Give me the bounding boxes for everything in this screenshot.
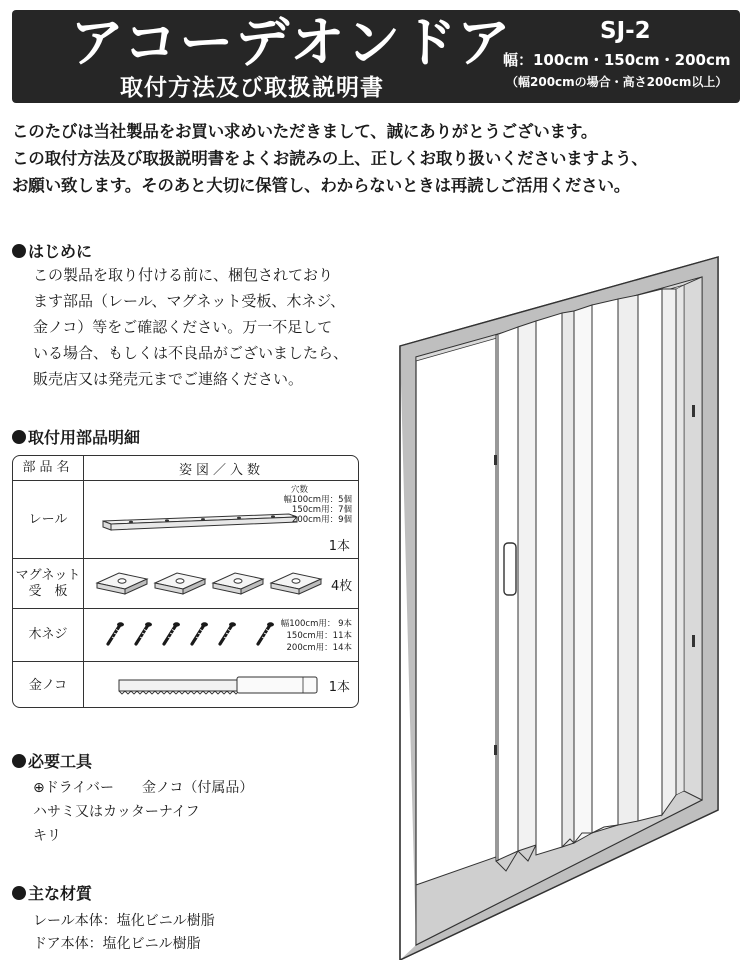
bullet-icon bbox=[12, 886, 26, 900]
table-row bbox=[13, 558, 358, 608]
saw-qty: 1本 bbox=[328, 680, 350, 695]
bullet-icon bbox=[12, 754, 26, 768]
bullet-icon bbox=[12, 244, 26, 258]
list-item: ドア本体：塩化ビニル樹脂 bbox=[33, 936, 201, 952]
table-row bbox=[13, 480, 358, 558]
list-item: レール本体：塩化ビニル樹脂 bbox=[33, 913, 215, 929]
parts-table bbox=[12, 455, 359, 708]
size-list: 幅：100cm・150cm・200cm bbox=[503, 51, 731, 69]
title-banner bbox=[12, 10, 740, 103]
list-item: ハサミ又はカッターナイフ bbox=[33, 804, 200, 820]
section-heading-materials: 主な材質 bbox=[12, 884, 92, 904]
holes-count: 200cm用：9個 bbox=[291, 515, 352, 525]
materials-list bbox=[33, 910, 215, 956]
bullet-icon bbox=[12, 430, 26, 444]
model-number: SJ-2 bbox=[600, 18, 651, 44]
section-heading-parts: 取付用部品明細 bbox=[12, 428, 140, 448]
product-title: アコーデオンドア bbox=[70, 11, 513, 74]
intro-text bbox=[12, 118, 748, 199]
holes-count: 幅100cm用：5個 bbox=[283, 495, 352, 505]
door-handle-icon bbox=[504, 543, 516, 595]
table-row bbox=[13, 661, 358, 708]
tools-list bbox=[33, 776, 253, 848]
screw-drawing bbox=[105, 621, 275, 647]
saw-drawing bbox=[117, 674, 321, 698]
screw-count: 150cm用：11本 bbox=[286, 631, 352, 641]
list-item: キリ bbox=[33, 828, 61, 844]
screw-count: 200cm用：14本 bbox=[286, 643, 352, 653]
holes-title: 穴数 bbox=[291, 485, 309, 495]
part-name-rail: レール bbox=[13, 481, 84, 558]
rail-drawing bbox=[101, 510, 299, 532]
part-name-screw: 木ネジ bbox=[13, 609, 84, 661]
intro-line: このたびは当社製品をお買い求めいただきまして、誠にありがとうございます。 bbox=[12, 122, 598, 141]
text-line: いる場合、もしくは不良品がございましたら、 bbox=[33, 344, 349, 362]
text-line: 販売店又は発売元までご連絡ください。 bbox=[33, 370, 304, 388]
list-item: ⊕ドライバー 金ノコ（付属品） bbox=[33, 780, 254, 796]
screw-count: 幅100cm用： 9本 bbox=[280, 619, 352, 629]
section-heading-hajimeni: はじめに bbox=[12, 242, 92, 262]
part-name-magnet: マグネット 受 板 bbox=[13, 559, 84, 608]
magnet-plate-drawing bbox=[95, 567, 327, 601]
part-name-saw: 金ノコ bbox=[13, 662, 84, 708]
text-line: ます部品（レール、マグネット受板、木ネジ、 bbox=[33, 292, 346, 310]
text-line: この製品を取り付ける前に、梱包されており bbox=[33, 266, 334, 284]
intro-line: この取付方法及び取扱説明書をよくお読みの上、正しくお取り扱いくださいますよう、 bbox=[12, 149, 648, 168]
section-heading-tools: 必要工具 bbox=[12, 752, 92, 772]
table-row bbox=[13, 608, 358, 661]
table-header-row bbox=[13, 456, 358, 480]
magnet-qty: 4枚 bbox=[331, 579, 353, 594]
hajimeni-text bbox=[33, 262, 348, 392]
size-note: （幅200cmの場合・高さ200cm以上） bbox=[506, 75, 728, 89]
holes-count: 150cm用：7個 bbox=[291, 505, 352, 515]
accordion-door-illustration bbox=[386, 255, 726, 960]
col-header-name: 部品名 bbox=[13, 456, 84, 480]
manual-subtitle: 取付方法及び取扱説明書 bbox=[120, 75, 384, 101]
rail-qty: 1本 bbox=[328, 539, 350, 554]
col-header-content: 姿図／入数 bbox=[178, 462, 264, 478]
intro-line: お願い致します。そのあと大切に保管し、わからないときは再読しご活用ください。 bbox=[12, 176, 631, 195]
text-line: 金ノコ）等をご確認ください。万一不足して bbox=[33, 318, 333, 336]
